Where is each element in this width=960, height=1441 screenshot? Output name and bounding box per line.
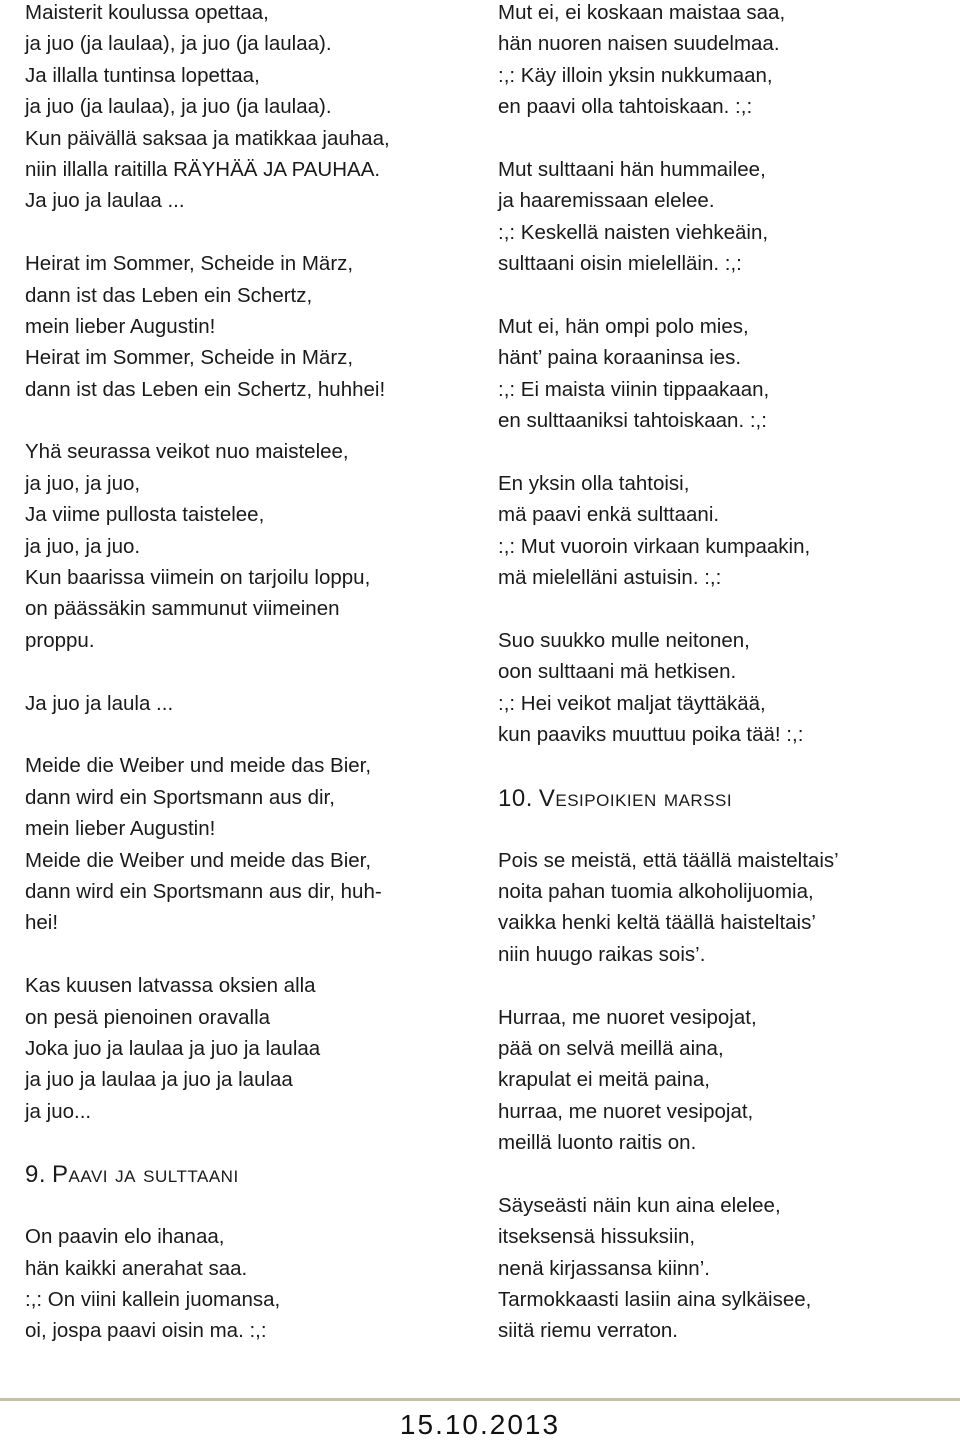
verse-line: ja juo (ja laulaa), ja juo (ja laulaa). xyxy=(25,95,332,119)
left-column xyxy=(25,0,475,1347)
stanza-gap xyxy=(498,750,948,781)
verse-line: niin illalla raitilla RÄYHÄÄ JA PAUHAA. xyxy=(25,157,381,181)
verse-line: :,: Mut vuoroin virkaan kumpaakin, xyxy=(498,534,811,558)
verse-line: Mut ei, ei koskaan maistaa saa, xyxy=(498,1,786,24)
verse-line: Mut sulttaani hän hummailee, xyxy=(498,157,766,181)
verse-line: dann ist das Leben ein Schertz, huhhei! xyxy=(25,377,386,401)
verse-line: ja juo, ja juo, xyxy=(25,471,141,495)
verse-line: sulttaani oisin mielelläin. :,: xyxy=(498,252,742,276)
verse-line: oi, jospa paavi oisin ma. :,: xyxy=(25,1319,267,1343)
verse-line: Pois se meistä, että täällä maisteltais’ xyxy=(498,848,839,872)
verse-line: krapulat ei meitä paina, xyxy=(498,1068,710,1092)
verse-line: dann wird ein Sportsmann aus dir, xyxy=(25,785,335,809)
verse-line: Meide die Weiber und meide das Bier, xyxy=(25,848,372,872)
verse-line: niin huugo raikas sois’. xyxy=(498,942,706,966)
song-title: Paavi ja sulttaani xyxy=(52,1161,239,1189)
verse-line: :,: Ei maista viinin tippaakaan, xyxy=(498,377,770,401)
verse-line: hän nuoren naisen suudelmaa. xyxy=(498,32,780,56)
verse-line: Heirat im Sommer, Scheide in März, xyxy=(25,346,354,370)
verse-line: Maisterit koulussa opettaa, xyxy=(25,1,269,24)
verse-line: Ja juo ja laula ... xyxy=(25,691,174,715)
stanza-gap xyxy=(25,719,475,750)
verse-line: hänt’ paina koraaninsa ies. xyxy=(498,346,742,370)
verse-line: mä mielelläni astuisin. :,: xyxy=(498,566,722,590)
verse-line: nenä kirjassansa kiinn’. xyxy=(498,1256,710,1280)
verse-line: itseksensä hissuksiin, xyxy=(498,1225,696,1249)
verse-line: ja juo... xyxy=(25,1099,92,1123)
stanza-gap xyxy=(498,813,948,844)
verse-line: Ja illalla tuntinsa lopettaa, xyxy=(25,63,260,87)
verse-line: hurraa, me nuoret vesipojat, xyxy=(498,1099,754,1123)
verse-line: :,: Käy illoin yksin nukkumaan, xyxy=(498,63,773,87)
verse-line: proppu. xyxy=(25,628,95,652)
verse-line: :,: Hei veikot maljat täyttäkää, xyxy=(498,691,766,715)
verse-line: Kun päivällä saksaa ja matikkaa jauhaa, xyxy=(25,126,390,150)
verse-line: En yksin olla tahtoisi, xyxy=(498,471,690,495)
verse-line: dann wird ein Sportsmann aus dir, huh- xyxy=(25,879,382,903)
stanza-gap xyxy=(498,123,948,154)
footer-divider xyxy=(0,1398,960,1401)
stanza-gap xyxy=(498,1158,948,1189)
verse-line: :,: Keskellä naisten viehkeäin, xyxy=(498,220,769,244)
stanza-gap xyxy=(25,405,475,436)
verse-line: dann ist das Leben ein Schertz, xyxy=(25,283,313,307)
verse-line: hän kaikki anerahat saa. xyxy=(25,1256,248,1280)
footer-date: 15.10.2013 xyxy=(399,1409,561,1440)
verse-line: Hurraa, me nuoret vesipojat, xyxy=(498,1005,757,1029)
verse-line: Joka juo ja laulaa ja juo ja laulaa xyxy=(25,1036,321,1060)
stanza-gap xyxy=(498,436,948,467)
verse-line: Kun baarissa viimein on tarjoilu loppu, xyxy=(25,566,371,590)
verse-line: :,: On viini kallein juomansa, xyxy=(25,1288,281,1312)
verse-line: mein lieber Augustin! xyxy=(25,314,216,338)
stanza-gap xyxy=(25,939,475,970)
stanza-gap xyxy=(498,593,948,624)
verse-line: Ja viime pullosta taistelee, xyxy=(25,503,265,527)
verse-line: mein lieber Augustin! xyxy=(25,817,216,841)
verse-line: Meide die Weiber und meide das Bier, xyxy=(25,754,372,778)
verse-line: Ja juo ja laulaa ... xyxy=(25,189,185,213)
verse-line: Yhä seurassa veikot nuo maistelee, xyxy=(25,440,349,464)
verse-line: meillä luonto raitis on. xyxy=(498,1131,697,1155)
song-heading xyxy=(498,782,948,813)
verse-line: on pesä pienoinen oravalla xyxy=(25,1005,271,1029)
verse-line: en sulttaaniksi tahtoiskaan. :,: xyxy=(498,409,767,433)
stanza-gap xyxy=(25,656,475,687)
song-number: 10. xyxy=(498,784,533,812)
stanza-gap xyxy=(498,280,948,311)
song-title: Vesipoikien marssi xyxy=(538,784,733,812)
verse-line: hei! xyxy=(25,911,59,935)
stanza-gap xyxy=(498,970,948,1001)
verse-line: en paavi olla tahtoiskaan. :,: xyxy=(498,95,753,119)
verse-line: pää on selvä meillä aina, xyxy=(498,1036,724,1060)
verse-line: ja haaremissaan elelee. xyxy=(498,189,715,213)
verse-line: Säyseästi näin kun aina elelee, xyxy=(498,1193,781,1217)
song-heading xyxy=(25,1158,475,1189)
verse-line: ja juo, ja juo. xyxy=(25,534,141,558)
song-number: 9. xyxy=(25,1161,47,1189)
verse-line: Heirat im Sommer, Scheide in März, xyxy=(25,252,354,276)
verse-line: Suo suukko mulle neitonen, xyxy=(498,628,750,652)
verse-line: kun paaviks muuttuu poika tää! :,: xyxy=(498,722,804,746)
verse-line: noita pahan tuomia alkoholijuomia, xyxy=(498,879,814,903)
verse-line: Tarmokkaasti lasiin aina sylkäisee, xyxy=(498,1288,812,1312)
verse-line: Kas kuusen latvassa oksien alla xyxy=(25,974,316,998)
stanza-gap xyxy=(25,217,475,248)
verse-line: ja juo ja laulaa ja juo ja laulaa xyxy=(25,1068,293,1092)
stanza-gap xyxy=(25,1127,475,1158)
verse-line: On paavin elo ihanaa, xyxy=(25,1225,225,1249)
verse-line: siitä riemu verraton. xyxy=(498,1319,679,1343)
verse-line: Mut ei, hän ompi polo mies, xyxy=(498,314,749,338)
verse-line: oon sulttaani mä hetkisen. xyxy=(498,660,737,684)
verse-line: ja juo (ja laulaa), ja juo (ja laulaa). xyxy=(25,32,332,56)
verse-line: mä paavi enkä sulttaani. xyxy=(498,503,720,527)
verse-line: vaikka henki keltä täällä haisteltais’ xyxy=(498,911,816,935)
verse-line: on päässäkin sammunut viimeinen xyxy=(25,597,340,621)
right-column xyxy=(498,0,948,1347)
stanza-gap xyxy=(25,1190,475,1221)
